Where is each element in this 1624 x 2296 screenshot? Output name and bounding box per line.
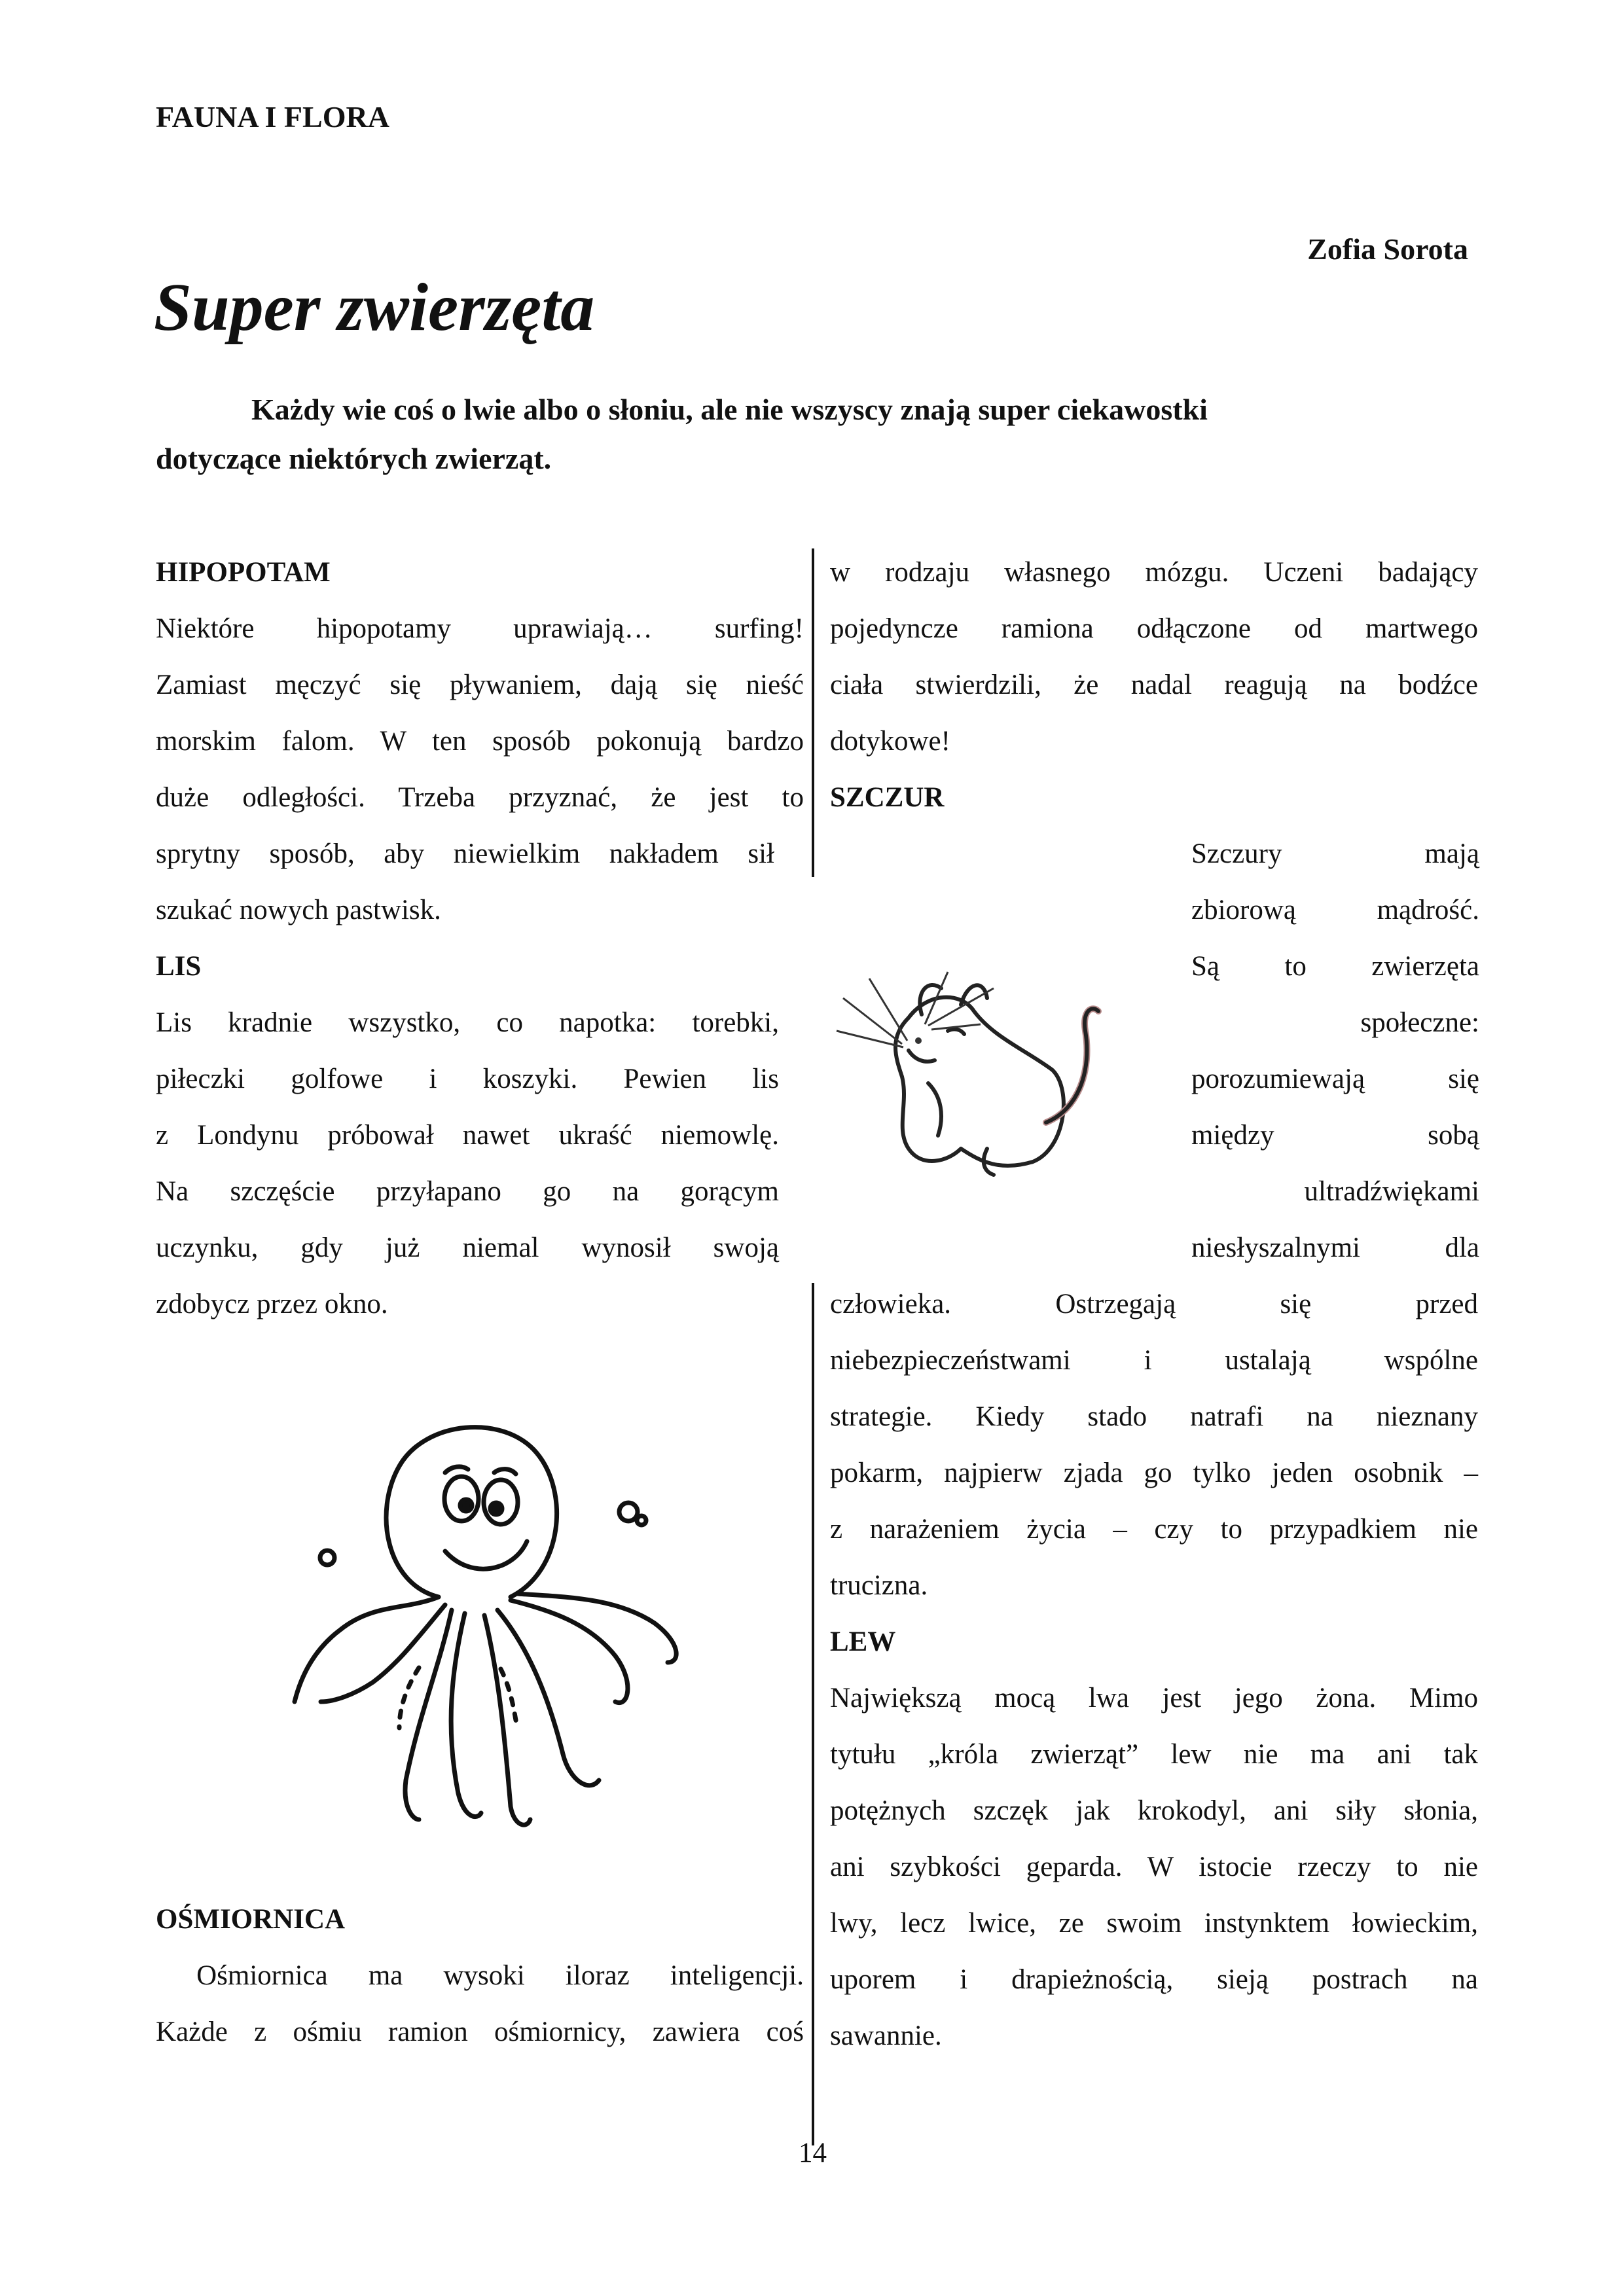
hipopotam-line: Zamiast męczyć się pływaniem, dają się nieść: [156, 670, 804, 700]
szczur-line: zbiorową mądrość.: [1191, 895, 1479, 925]
lead-line-2: dotyczące niektórych zwierząt.: [156, 442, 552, 475]
lew-line: potężnych szczęk jak krokodyl, ani siły słonia,: [830, 1795, 1478, 1826]
octopus-illustration: [223, 1361, 746, 1885]
osmiornica-cont-line: ciała stwierdzili, że nadal reagują na bodźce: [830, 670, 1478, 700]
szczur-line: Szczury mają: [1191, 838, 1479, 869]
heading-lis: LIS: [156, 951, 202, 982]
column-rule-lower: [812, 1283, 814, 2145]
lis-line: zdobycz przez okno.: [156, 1289, 388, 1319]
page-number: 14: [799, 2138, 827, 2168]
szczur-line: między sobą: [1191, 1120, 1479, 1151]
szczur-line: trucizna.: [830, 1570, 928, 1601]
lis-line: Na szczęście przyłapano go na gorącym: [156, 1176, 779, 1207]
heading-lew: LEW: [830, 1626, 896, 1657]
osmiornica-line: Ośmiornica ma wysoki iloraz inteligencji.: [156, 1960, 804, 1991]
lew-line: tytułu „króla zwierząt” lew nie ma ani tak: [830, 1739, 1478, 1770]
szczur-line: niebezpieczeństwami i ustalają wspólne: [830, 1345, 1478, 1376]
lew-line: Największą mocą lwa jest jego żona. Mimo: [830, 1683, 1478, 1713]
szczur-line: porozumiewają się: [1191, 1064, 1479, 1094]
szczur-line: z narażeniem życia – czy to przypadkiem nie: [830, 1514, 1478, 1545]
lis-line: z Londynu próbował nawet ukraść niemowlę.: [156, 1120, 779, 1151]
szczur-line: społeczne:: [1360, 1007, 1479, 1038]
rat-illustration: [830, 952, 1157, 1201]
heading-hipopotam: HIPOPOTAM: [156, 557, 331, 588]
hipopotam-line: duże odległości. Trzeba przyznać, że jest to: [156, 782, 804, 813]
szczur-line: ultradźwiękami: [1304, 1176, 1479, 1207]
lew-line: uporem i drapieżnością, sieją postrach na: [830, 1964, 1478, 1995]
szczur-line: Są to zwierzęta: [1191, 951, 1479, 982]
osmiornica-line: Każde z ośmiu ramion ośmiornicy, zawiera coś: [156, 2017, 804, 2047]
osmiornica-cont-line: pojedyncze ramiona odłączone od martwego: [830, 613, 1478, 644]
szczur-line: człowieka. Ostrzegają się przed: [830, 1289, 1478, 1319]
author-name: Zofia Sorota: [1307, 232, 1468, 266]
lis-line: uczynku, gdy już niemal wynosił swoją: [156, 1232, 779, 1263]
lead-line-1: Każdy wie coś o lwie albo o słoniu, ale nie wszyscy znają super ciekawostki: [251, 393, 1208, 426]
szczur-line: pokarm, najpierw zjada go tylko jeden osobnik –: [830, 1458, 1478, 1488]
lew-line: ani szybkości geparda. W istocie rzeczy to nie: [830, 1852, 1478, 1882]
heading-osmiornica: OŚMIORNICA: [156, 1904, 346, 1935]
lew-line: sawannie.: [830, 2020, 942, 2051]
hipopotam-line: szukać nowych pastwisk.: [156, 895, 441, 925]
column-rule-upper: [812, 548, 814, 877]
szczur-line: strategie. Kiedy stado natrafi na nieznany: [830, 1401, 1478, 1432]
lis-line: Lis kradnie wszystko, co napotka: torebki,: [156, 1007, 779, 1038]
lis-line: piłeczki golfowe i koszyki. Pewien lis: [156, 1064, 779, 1094]
osmiornica-cont-line: w rodzaju własnego mózgu. Uczeni badający: [830, 557, 1478, 588]
lew-line: lwy, lecz lwice, ze swoim instynktem łowieckim,: [830, 1908, 1478, 1939]
hipopotam-line: Niektóre hipopotamy uprawiają… surfing!: [156, 613, 804, 644]
hipopotam-line: sprytny sposób, aby niewielkim nakładem sił: [156, 838, 774, 869]
szczur-line: niesłyszalnymi dla: [1191, 1232, 1479, 1263]
article-title: Super zwierzęta: [154, 270, 595, 345]
hipopotam-line: morskim falom. W ten sposób pokonują bardzo: [156, 726, 804, 757]
osmiornica-cont-line: dotykowe!: [830, 726, 950, 757]
heading-szczur: SZCZUR: [830, 782, 945, 813]
section-label: FAUNA I FLORA: [156, 100, 389, 134]
